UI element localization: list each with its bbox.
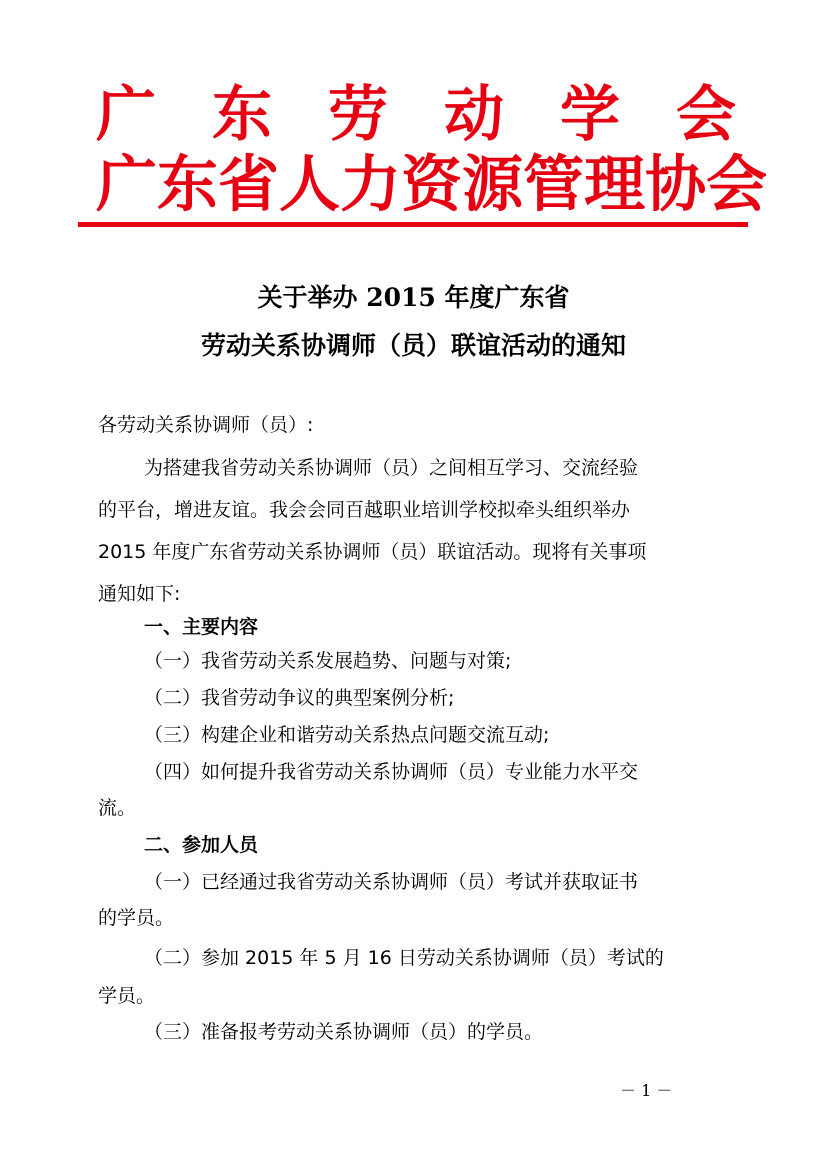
line1-char: 广: [96, 80, 156, 150]
line2-char: 管: [523, 149, 585, 220]
line1-char: 劳: [328, 80, 388, 150]
line2-char: 东: [157, 149, 219, 220]
salutation: 各劳动关系协调师（员）:: [98, 414, 314, 436]
content-item: （二）我省劳动争议的典型案例分析;: [144, 687, 455, 709]
notice-title-line-1: 关于举办 2015 年度广东省: [257, 283, 570, 312]
line2-char: 省: [218, 149, 280, 220]
line2-char: 力: [340, 149, 402, 220]
line1-char: 东: [212, 80, 272, 150]
intro-line: 2015 年度广东省劳动关系协调师（员）联谊活动。现将有关事项: [98, 541, 647, 563]
intro-line: 为搭建我省劳动关系协调师（员）之间相互学习、交流经验: [144, 457, 639, 479]
content-item: （三）构建企业和谐劳动关系热点问题交流互动;: [144, 724, 550, 746]
line1-char: 学: [560, 80, 620, 150]
section-heading-participants: 二、参加人员: [144, 834, 259, 856]
intro-line: 通知如下:: [98, 583, 181, 605]
page-number: － 1 －: [620, 1081, 673, 1100]
line2-char: 源: [462, 149, 524, 220]
content-item: （一）我省劳动关系发展趋势、问题与对策;: [144, 650, 512, 672]
line2-char: 广: [96, 149, 158, 220]
line1-char: 动: [444, 80, 504, 150]
line2-char: 理: [584, 149, 646, 220]
participant-item: （三）准备报考劳动关系协调师（员）的学员。: [144, 1021, 544, 1043]
participant-item-continued: 学员。: [98, 985, 156, 1007]
participant-item-continued: 的学员。: [98, 907, 175, 929]
line2-char: 会: [706, 149, 768, 220]
content-item-continued: 流。: [98, 797, 137, 819]
participant-item: （二）参加 2015 年 5 月 16 日劳动关系协调师（员）考试的: [144, 947, 664, 969]
red-header-rule: [78, 222, 748, 227]
section-heading-content: 一、主要内容: [144, 616, 259, 638]
line2-char: 人: [279, 149, 341, 220]
org-name-labor-society: [96, 80, 736, 150]
org-name-hr-association: [96, 148, 768, 222]
line2-char: 协: [645, 149, 707, 220]
line2-char: 资: [401, 149, 463, 220]
line1-char: 会: [676, 80, 736, 150]
intro-line: 的平台，增进友谊。我会会同百越职业培训学校拟牵头组织举办: [98, 499, 631, 521]
content-item: （四）如何提升我省劳动关系协调师（员）专业能力水平交: [144, 761, 639, 783]
participant-item: （一）已经通过我省劳动关系协调师（员）考试并获取证书: [144, 871, 639, 893]
notice-title-line-2: 劳动关系协调师（员）联谊活动的通知: [200, 331, 626, 360]
